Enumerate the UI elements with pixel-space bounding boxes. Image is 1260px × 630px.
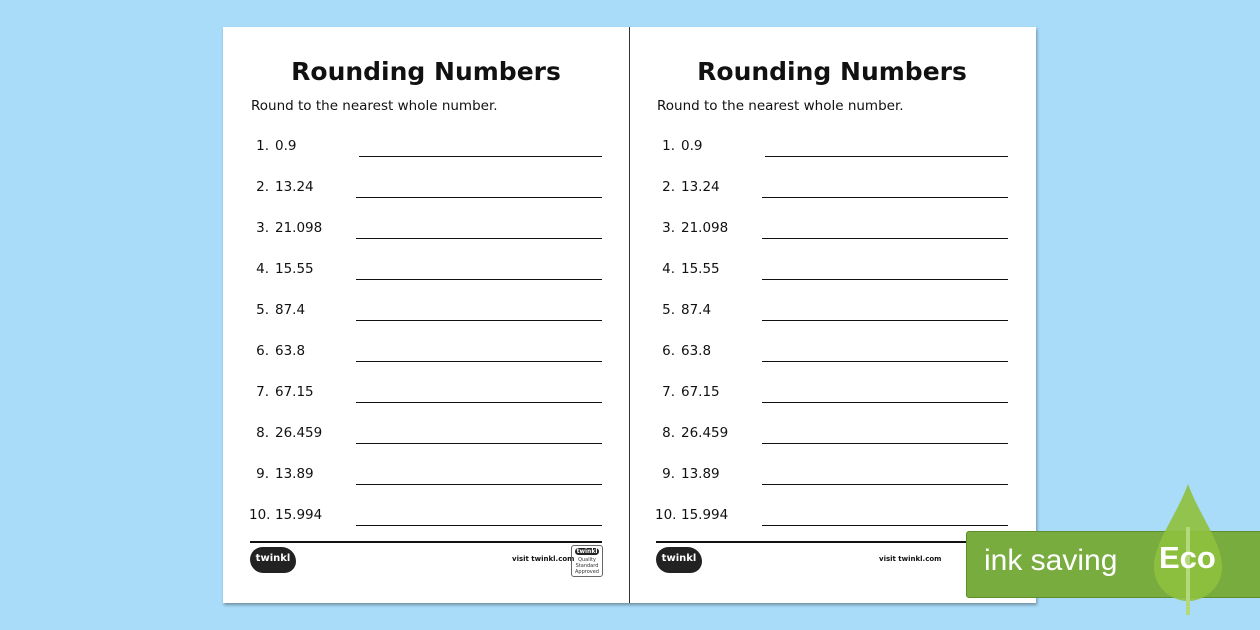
question-number: 1.: [256, 138, 269, 154]
answer-line: [762, 361, 1008, 362]
answer-line: [762, 320, 1008, 321]
question-number: 2.: [662, 179, 675, 195]
visit-link-text: visit twinkl.com: [879, 555, 942, 563]
worksheet-title: Rounding Numbers: [291, 57, 561, 86]
question-row: [223, 220, 629, 240]
worksheet-title: Rounding Numbers: [697, 57, 967, 86]
question-number: 4.: [256, 261, 269, 277]
question-number: 5.: [256, 302, 269, 318]
footer-rule: [656, 541, 1008, 543]
answer-line: [765, 156, 1008, 157]
question-number: 9.: [256, 466, 269, 482]
question-value: 0.9: [681, 138, 703, 154]
question-row: [223, 466, 629, 486]
question-value: 15.55: [681, 261, 720, 277]
question-value: 15.55: [275, 261, 314, 277]
question-row: [629, 220, 1035, 240]
ink-saving-label: ink saving: [984, 544, 1118, 577]
badge-logo: twinkl: [576, 548, 598, 555]
question-number: 6.: [662, 343, 675, 359]
instruction-text: Round to the nearest whole number.: [251, 98, 498, 114]
quality-badge: [571, 545, 603, 577]
question-row: [629, 138, 1035, 158]
question-number: 8.: [662, 425, 675, 441]
question-value: 67.15: [681, 384, 720, 400]
question-number: 10.: [655, 507, 677, 523]
question-row: [629, 179, 1035, 199]
question-value: 13.89: [681, 466, 720, 482]
question-number: 6.: [256, 343, 269, 359]
question-value: 26.459: [681, 425, 729, 441]
question-value: 63.8: [275, 343, 306, 359]
question-value: 0.9: [275, 138, 297, 154]
question-row: [223, 179, 629, 199]
instruction-text: Round to the nearest whole number.: [657, 98, 904, 114]
question-row: [223, 261, 629, 281]
answer-line: [356, 320, 602, 321]
question-row: [223, 425, 629, 445]
twinkl-logo: twinkl: [656, 547, 702, 573]
question-value: 13.24: [681, 179, 720, 195]
answer-line: [762, 484, 1008, 485]
worksheet-page-1: [223, 27, 629, 603]
worksheet-preview: [223, 27, 1036, 603]
question-value: 21.098: [681, 220, 729, 236]
question-row: [629, 425, 1035, 445]
question-number: 3.: [662, 220, 675, 236]
question-number: 4.: [662, 261, 675, 277]
question-row: [223, 302, 629, 322]
answer-line: [356, 402, 602, 403]
question-value: 67.15: [275, 384, 314, 400]
question-number: 9.: [662, 466, 675, 482]
question-number: 2.: [256, 179, 269, 195]
question-number: 3.: [256, 220, 269, 236]
answer-line: [762, 279, 1008, 280]
question-value: 15.994: [681, 507, 729, 523]
question-number: 7.: [662, 384, 675, 400]
visit-link-text: visit twinkl.com: [512, 555, 575, 563]
question-row: [629, 261, 1035, 281]
answer-line: [356, 525, 602, 526]
answer-line: [762, 197, 1008, 198]
question-value: 15.994: [275, 507, 323, 523]
answer-line: [762, 238, 1008, 239]
question-number: 7.: [256, 384, 269, 400]
question-value: 13.24: [275, 179, 314, 195]
question-row: [223, 507, 629, 527]
answer-line: [356, 443, 602, 444]
twinkl-logo: twinkl: [250, 547, 296, 573]
answer-line: [356, 279, 602, 280]
answer-line: [762, 525, 1008, 526]
answer-line: [356, 484, 602, 485]
answer-line: [359, 156, 602, 157]
question-row: [223, 138, 629, 158]
footer-rule: [250, 541, 602, 543]
question-row: [629, 343, 1035, 363]
question-row: [223, 384, 629, 404]
eco-label: Eco: [1159, 540, 1216, 575]
answer-line: [356, 238, 602, 239]
question-value: 63.8: [681, 343, 712, 359]
question-value: 21.098: [275, 220, 323, 236]
answer-line: [356, 197, 602, 198]
question-row: [629, 302, 1035, 322]
question-row: [629, 384, 1035, 404]
question-row: [629, 507, 1035, 527]
badge-text: Quality Standard Approved: [575, 557, 599, 575]
answer-line: [762, 443, 1008, 444]
question-number: 5.: [662, 302, 675, 318]
question-value: 87.4: [275, 302, 306, 318]
question-value: 26.459: [275, 425, 323, 441]
question-value: 13.89: [275, 466, 314, 482]
answer-line: [762, 402, 1008, 403]
question-number: 1.: [662, 138, 675, 154]
question-number: 8.: [256, 425, 269, 441]
question-row: [629, 466, 1035, 486]
question-value: 87.4: [681, 302, 712, 318]
question-number: 10.: [249, 507, 271, 523]
worksheet-page-2: [629, 27, 1035, 603]
answer-line: [356, 361, 602, 362]
question-row: [223, 343, 629, 363]
